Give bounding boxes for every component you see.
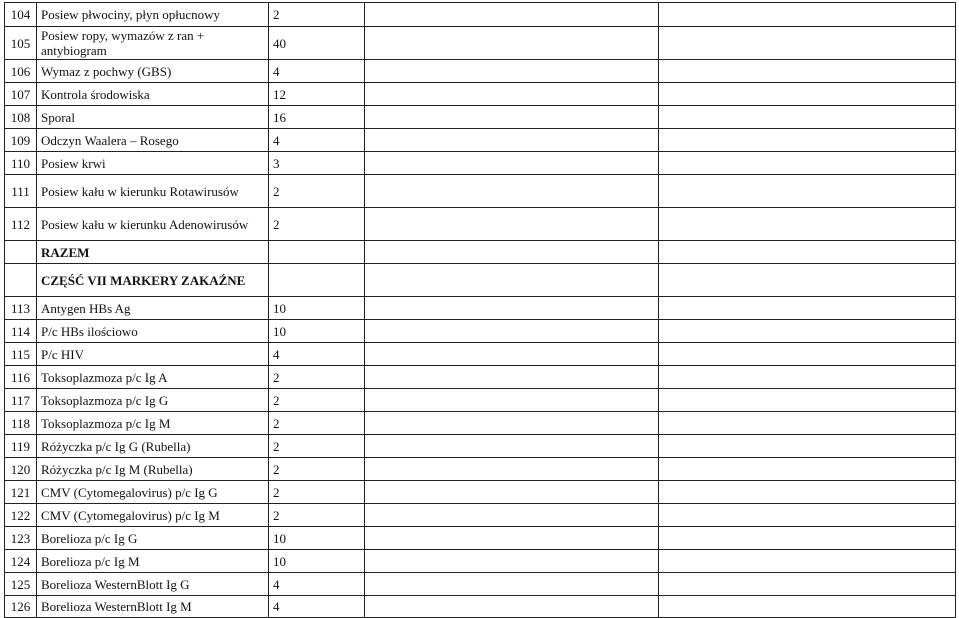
test-name: Posiew kału w kierunku Rotawirusów <box>37 175 269 208</box>
empty-cell <box>659 504 956 527</box>
row-number: 109 <box>5 129 37 152</box>
empty-cell <box>659 297 956 320</box>
test-quantity: 2 <box>269 208 365 241</box>
row-number: 108 <box>5 106 37 129</box>
row-number: 117 <box>5 389 37 412</box>
empty-cell <box>659 366 956 389</box>
row-number: 116 <box>5 366 37 389</box>
empty-cell <box>659 264 956 297</box>
empty-cell <box>365 389 659 412</box>
test-quantity: 40 <box>269 27 365 60</box>
row-number: 115 <box>5 343 37 366</box>
price-table <box>4 2 956 618</box>
table-row <box>5 264 956 297</box>
row-number: 111 <box>5 175 37 208</box>
empty-cell <box>365 458 659 481</box>
empty-cell <box>365 412 659 435</box>
empty-cell <box>659 412 956 435</box>
test-quantity: 4 <box>269 60 365 83</box>
empty-cell <box>365 504 659 527</box>
empty-cell <box>659 106 956 129</box>
empty-cell <box>365 297 659 320</box>
empty-cell <box>365 241 659 264</box>
table-row <box>5 527 956 550</box>
empty-cell <box>365 573 659 596</box>
test-quantity: 2 <box>269 481 365 504</box>
table-body <box>5 3 956 618</box>
test-quantity: 2 <box>269 389 365 412</box>
test-name: Różyczka p/c Ig M (Rubella) <box>37 458 269 481</box>
empty-cell <box>365 60 659 83</box>
test-quantity: 4 <box>269 129 365 152</box>
test-quantity: 3 <box>269 152 365 175</box>
test-name: Odczyn Waalera – Rosego <box>37 129 269 152</box>
test-name: CZĘŚĆ VII MARKERY ZAKAŹNE <box>37 264 269 297</box>
row-number: 124 <box>5 550 37 573</box>
table-row <box>5 208 956 241</box>
test-quantity <box>269 264 365 297</box>
test-quantity: 2 <box>269 366 365 389</box>
table-row <box>5 3 956 27</box>
row-number: 110 <box>5 152 37 175</box>
test-quantity: 2 <box>269 435 365 458</box>
empty-cell <box>365 83 659 106</box>
table-row <box>5 106 956 129</box>
table-row <box>5 412 956 435</box>
test-name: Borelioza p/c Ig M <box>37 550 269 573</box>
empty-cell <box>365 208 659 241</box>
row-number: 120 <box>5 458 37 481</box>
table-row <box>5 241 956 264</box>
test-quantity: 2 <box>269 504 365 527</box>
test-name: P/c HIV <box>37 343 269 366</box>
row-number: 119 <box>5 435 37 458</box>
test-quantity: 2 <box>269 458 365 481</box>
row-number <box>5 241 37 264</box>
empty-cell <box>659 596 956 618</box>
empty-cell <box>659 83 956 106</box>
test-name: Borelioza WesternBlott Ig M <box>37 596 269 618</box>
test-quantity: 4 <box>269 596 365 618</box>
test-name: Toksoplazmoza p/c Ig G <box>37 389 269 412</box>
table-row <box>5 389 956 412</box>
test-name: Borelioza p/c Ig G <box>37 527 269 550</box>
row-number: 126 <box>5 596 37 618</box>
table-row <box>5 27 956 60</box>
empty-cell <box>659 458 956 481</box>
test-quantity: 10 <box>269 527 365 550</box>
empty-cell <box>365 550 659 573</box>
test-quantity: 16 <box>269 106 365 129</box>
row-number: 122 <box>5 504 37 527</box>
test-name: Borelioza WesternBlott Ig G <box>37 573 269 596</box>
empty-cell <box>365 481 659 504</box>
test-name: Toksoplazmoza p/c Ig M <box>37 412 269 435</box>
table-row <box>5 504 956 527</box>
test-quantity: 4 <box>269 343 365 366</box>
empty-cell <box>365 366 659 389</box>
row-number: 118 <box>5 412 37 435</box>
empty-cell <box>659 3 956 27</box>
test-name: Kontrola środowiska <box>37 83 269 106</box>
empty-cell <box>365 343 659 366</box>
table-row <box>5 550 956 573</box>
table-row <box>5 297 956 320</box>
row-number: 107 <box>5 83 37 106</box>
empty-cell <box>365 3 659 27</box>
table-row <box>5 481 956 504</box>
row-number: 112 <box>5 208 37 241</box>
test-name: Posiew ropy, wymazów z ran + antybiogram <box>37 27 269 60</box>
empty-cell <box>365 106 659 129</box>
table-row <box>5 83 956 106</box>
test-name: Antygen HBs Ag <box>37 297 269 320</box>
table-row <box>5 343 956 366</box>
empty-cell <box>659 241 956 264</box>
test-name: RAZEM <box>37 241 269 264</box>
table-row <box>5 152 956 175</box>
row-number: 105 <box>5 27 37 60</box>
table-row <box>5 175 956 208</box>
row-number: 114 <box>5 320 37 343</box>
test-name: Wymaz z pochwy (GBS) <box>37 60 269 83</box>
empty-cell <box>365 320 659 343</box>
table-row <box>5 458 956 481</box>
empty-cell <box>365 152 659 175</box>
row-number <box>5 264 37 297</box>
test-name: Posiew krwi <box>37 152 269 175</box>
empty-cell <box>365 596 659 618</box>
row-number: 121 <box>5 481 37 504</box>
empty-cell <box>659 27 956 60</box>
table-row <box>5 573 956 596</box>
test-quantity: 10 <box>269 297 365 320</box>
test-quantity: 10 <box>269 320 365 343</box>
empty-cell <box>365 175 659 208</box>
empty-cell <box>365 527 659 550</box>
test-name: P/c HBs ilościowo <box>37 320 269 343</box>
table-row <box>5 596 956 618</box>
table-row <box>5 129 956 152</box>
test-name: CMV (Cytomegalovirus) p/c Ig M <box>37 504 269 527</box>
row-number: 123 <box>5 527 37 550</box>
empty-cell <box>365 27 659 60</box>
empty-cell <box>659 481 956 504</box>
empty-cell <box>365 129 659 152</box>
empty-cell <box>365 264 659 297</box>
test-quantity: 4 <box>269 573 365 596</box>
row-number: 125 <box>5 573 37 596</box>
test-quantity: 2 <box>269 175 365 208</box>
empty-cell <box>659 435 956 458</box>
empty-cell <box>659 550 956 573</box>
empty-cell <box>659 175 956 208</box>
empty-cell <box>659 129 956 152</box>
empty-cell <box>659 343 956 366</box>
empty-cell <box>659 60 956 83</box>
test-quantity: 12 <box>269 83 365 106</box>
row-number: 104 <box>5 3 37 27</box>
test-quantity: 2 <box>269 412 365 435</box>
empty-cell <box>659 208 956 241</box>
table-row <box>5 366 956 389</box>
row-number: 113 <box>5 297 37 320</box>
test-name: Posiew kału w kierunku Adenowirusów <box>37 208 269 241</box>
table-row <box>5 320 956 343</box>
table-row <box>5 60 956 83</box>
empty-cell <box>659 527 956 550</box>
empty-cell <box>659 320 956 343</box>
test-name: Posiew płwociny, płyn opłucnowy <box>37 3 269 27</box>
test-name: CMV (Cytomegalovirus) p/c Ig G <box>37 481 269 504</box>
test-quantity <box>269 241 365 264</box>
table-row <box>5 435 956 458</box>
test-quantity: 2 <box>269 3 365 27</box>
empty-cell <box>365 435 659 458</box>
row-number: 106 <box>5 60 37 83</box>
test-quantity: 10 <box>269 550 365 573</box>
test-name: Toksoplazmoza p/c Ig A <box>37 366 269 389</box>
test-name: Różyczka p/c Ig G (Rubella) <box>37 435 269 458</box>
empty-cell <box>659 152 956 175</box>
empty-cell <box>659 573 956 596</box>
empty-cell <box>659 389 956 412</box>
test-name: Sporal <box>37 106 269 129</box>
